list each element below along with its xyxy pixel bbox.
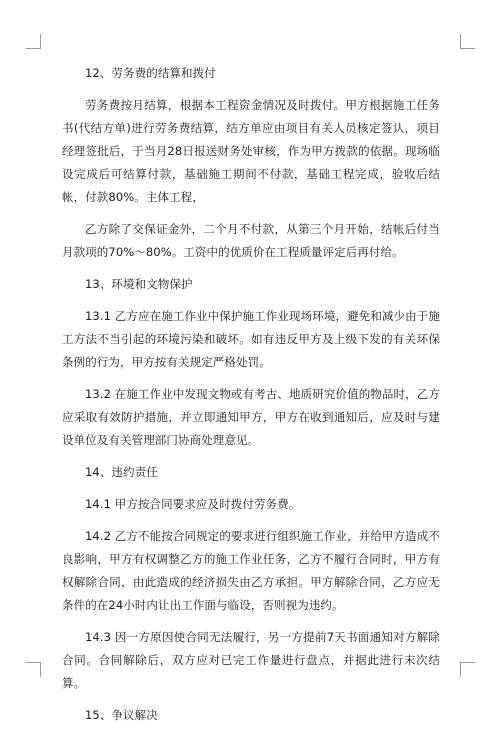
paragraph-14-3: 14.3 因一方原因使合同无法履行，另一方提前7天书面通知对方解除合同。合同解除后，双方应对已完工作量进行盘点，并据此进行末次结算。 — [62, 630, 440, 690]
paragraph-14-1: 14.1 甲方按合同要求应及时拨付劳务费。 — [85, 497, 301, 511]
paragraph-14-2: 14.2 乙方不能按合同规定的要求进行组织施工作业，并给甲方造成不良影响，甲方有权调整乙方的施工作业任务，乙方不履行合同时，甲方有权解除合同，由此造成的经济损失由乙方承担。甲方解除合同，乙方应无条件的在24小时内让出工作面与临设，否则视为违约。 — [62, 529, 440, 612]
crop-mark-bottom-left — [26, 662, 41, 677]
crop-mark-bottom-right — [460, 662, 475, 677]
document-body — [62, 62, 440, 736]
paragraph-13-2: 13.2 在施工作业中发现文物或有考古、地质研究价值的物品时，乙方应采取有效防护措施，并立即通知甲方，甲方在收到通知后，应及时与建设单位及有关管理部门协商处理意见。 — [62, 387, 440, 447]
paragraph-13-1: 13.1 乙方应在施工作业中保护施工作业现场环境，避免和减少由于施工方法不当引起的环境污染和破坏。如有违反甲方及上级下发的有关环保条例的行为，甲方按有关规定严格处罚。 — [62, 309, 440, 369]
crop-mark-top-left — [26, 34, 41, 49]
crop-mark-top-right — [460, 34, 475, 49]
section-heading-13: 13、环境和文物保护 — [85, 277, 193, 291]
section-heading-14: 14、违约责任 — [85, 465, 158, 479]
paragraph-12-body-1: 劳务费按月结算，根据本工程资金情况及时拨付。甲方根据施工任务书(代结方单)进行劳务费结算，结方单应由项目有关人员核定签认，项目经理签批后，于当月28日报送财务处审核，作为甲方拨款的依据。现场临设完成后可结算付款，基础施工期间不付款，基础工程完成，验收后结帐，付款80%。主体工程， — [62, 98, 440, 204]
paragraph-12-body-2: 乙方除了交保证金外，二个月不付款，从第三个月开始，结帐后付当月款项的70%～80%。工资中的优质价在工程质量评定后再付给。 — [62, 222, 440, 259]
section-heading-15: 15、争议解决 — [85, 708, 158, 722]
section-heading-12: 12、劳务费的结算和拨付 — [85, 66, 216, 80]
